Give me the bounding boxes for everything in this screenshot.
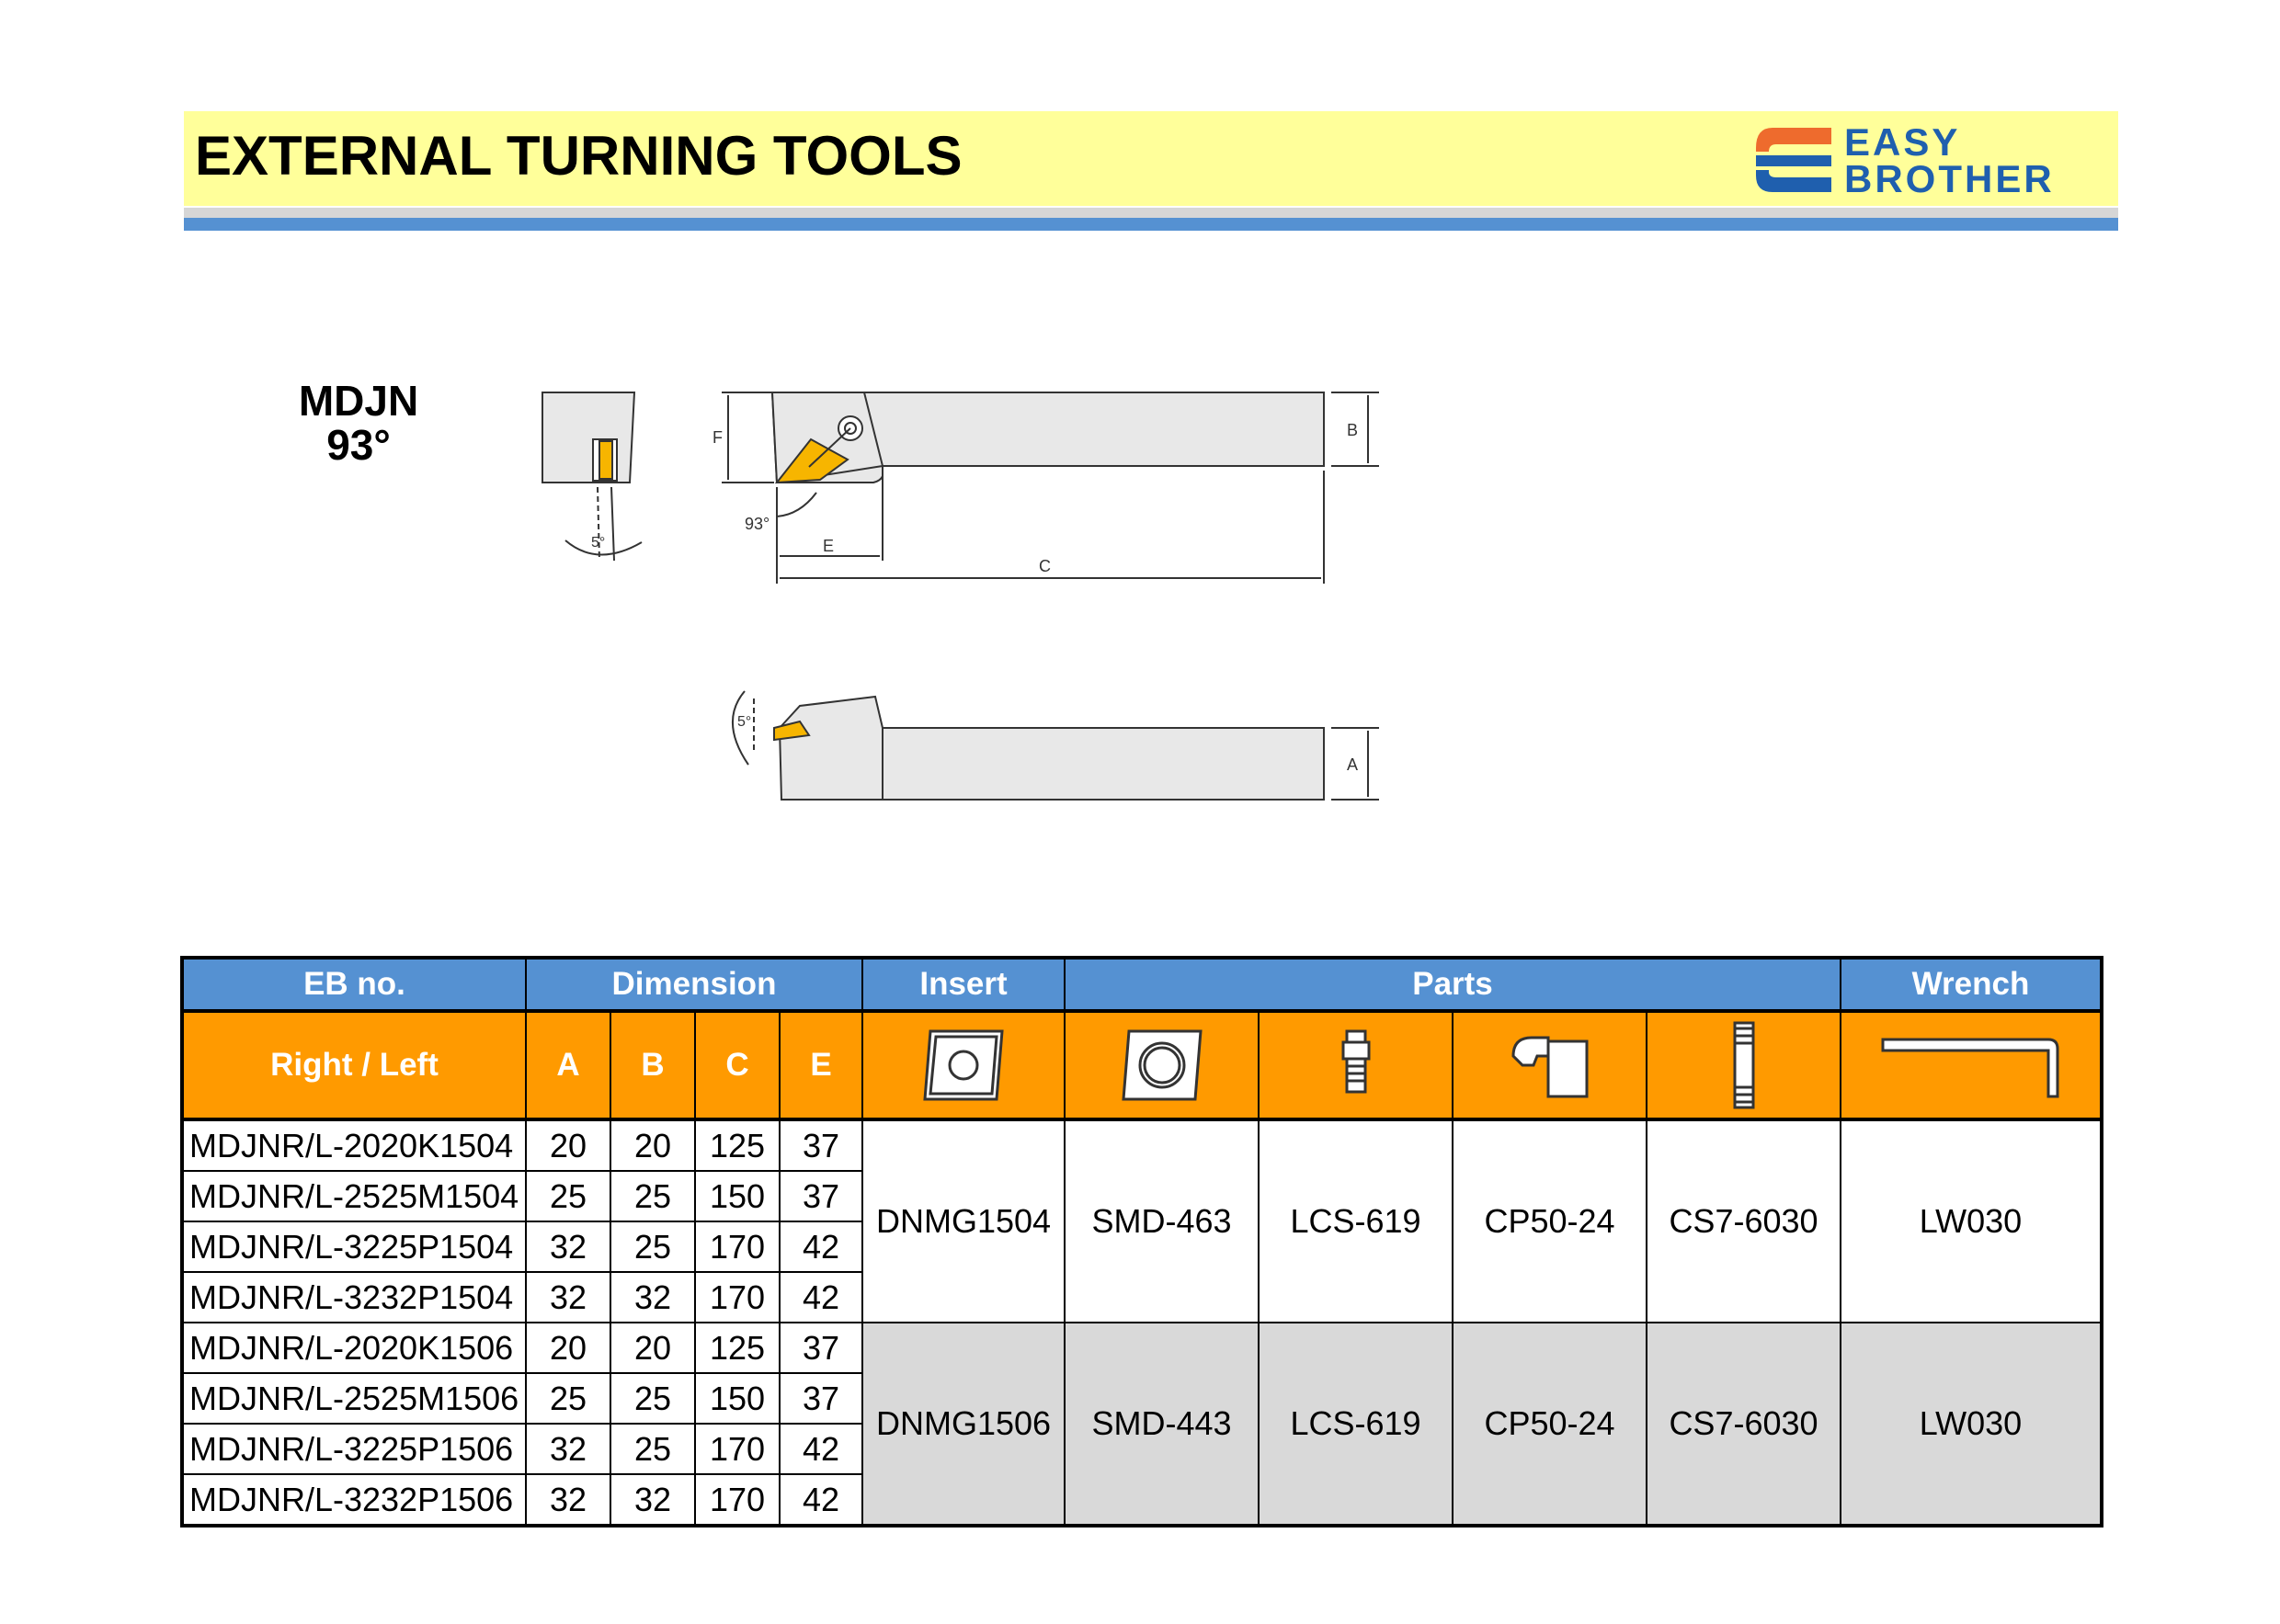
logo-text-brother: BROTHER <box>1844 157 2055 200</box>
insert-icon <box>862 1011 1065 1119</box>
header-a: A <box>526 1011 610 1119</box>
drawing-label-5deg-front: 5° <box>737 714 752 730</box>
header-e: E <box>780 1011 862 1119</box>
row-b: 25 <box>610 1373 695 1424</box>
shim-screw-icon <box>1647 1011 1841 1119</box>
row-code: MDJNR/L-2020K1504 <box>182 1119 526 1171</box>
group-screw: LCS-619 <box>1259 1119 1453 1323</box>
spec-table <box>180 956 2103 1527</box>
row-c: 170 <box>695 1272 780 1323</box>
row-c: 150 <box>695 1373 780 1424</box>
row-e: 37 <box>780 1171 862 1221</box>
easy-brother-logo <box>1754 120 2115 198</box>
row-b: 20 <box>610 1119 695 1171</box>
row-code: MDJNR/L-3225P1504 <box>182 1221 526 1272</box>
header-rule-blue <box>184 218 2118 231</box>
logo-text-easy: EASY <box>1844 120 1961 164</box>
drawing-label-93deg: 93° <box>745 515 770 533</box>
row-c: 170 <box>695 1424 780 1474</box>
header-eb-no: EB no. <box>182 958 526 1011</box>
shim-icon <box>1065 1011 1259 1119</box>
row-code: MDJNR/L-3232P1506 <box>182 1474 526 1526</box>
group-clamp: CP50-24 <box>1453 1323 1647 1526</box>
header-c: C <box>695 1011 780 1119</box>
row-b: 32 <box>610 1474 695 1526</box>
row-a: 32 <box>526 1474 610 1526</box>
model-label <box>276 379 441 467</box>
table-header-row-1 <box>182 958 2102 1011</box>
header-rule-grey <box>184 208 2118 218</box>
header-right-left: Right / Left <box>182 1011 526 1119</box>
row-b: 25 <box>610 1171 695 1221</box>
drawing-label-e: E <box>823 537 835 555</box>
row-e: 37 <box>780 1119 862 1171</box>
tool-drawing <box>524 368 1425 827</box>
group-wrench: LW030 <box>1841 1119 2102 1323</box>
lock-screw-icon <box>1259 1011 1453 1119</box>
group-wrench: LW030 <box>1841 1323 2102 1526</box>
row-b: 32 <box>610 1272 695 1323</box>
row-b: 20 <box>610 1323 695 1373</box>
row-a: 20 <box>526 1119 610 1171</box>
drawing-label-c: C <box>1039 557 1051 575</box>
row-a: 32 <box>526 1221 610 1272</box>
row-code: MDJNR/L-3232P1504 <box>182 1272 526 1323</box>
drawing-label-5deg-side: 5° <box>591 535 606 551</box>
row-c: 150 <box>695 1171 780 1221</box>
row-a: 20 <box>526 1323 610 1373</box>
row-c: 125 <box>695 1323 780 1373</box>
row-e: 42 <box>780 1221 862 1272</box>
drawing-label-b: B <box>1347 421 1359 439</box>
row-e: 37 <box>780 1373 862 1424</box>
row-c: 125 <box>695 1119 780 1171</box>
group-shim-screw: CS7-6030 <box>1647 1119 1841 1323</box>
row-a: 25 <box>526 1373 610 1424</box>
header-parts: Parts <box>1065 958 1841 1011</box>
page-title: EXTERNAL TURNING TOOLS <box>195 125 963 187</box>
table-row <box>182 1119 2102 1171</box>
group-shim-screw: CS7-6030 <box>1647 1323 1841 1526</box>
hex-wrench-icon <box>1841 1011 2102 1119</box>
header-b: B <box>610 1011 695 1119</box>
row-b: 25 <box>610 1424 695 1474</box>
model-code: MDJN <box>298 377 419 425</box>
row-code: MDJNR/L-2525M1506 <box>182 1373 526 1424</box>
clamp-icon <box>1453 1011 1647 1119</box>
header-wrench: Wrench <box>1841 958 2102 1011</box>
table-row <box>182 1323 2102 1373</box>
table-header-row-2 <box>182 1011 2102 1119</box>
row-e: 42 <box>780 1272 862 1323</box>
group-screw: LCS-619 <box>1259 1323 1453 1526</box>
row-e: 37 <box>780 1323 862 1373</box>
front-view <box>733 691 1379 800</box>
header-insert: Insert <box>862 958 1065 1011</box>
drawing-label-a: A <box>1347 755 1359 774</box>
row-c: 170 <box>695 1474 780 1526</box>
drawing-label-f: F <box>712 428 723 447</box>
header-dimension: Dimension <box>526 958 862 1011</box>
row-a: 25 <box>526 1171 610 1221</box>
group-clamp: CP50-24 <box>1453 1119 1647 1323</box>
group-insert: DNMG1504 <box>862 1119 1065 1323</box>
row-code: MDJNR/L-2525M1504 <box>182 1171 526 1221</box>
row-e: 42 <box>780 1474 862 1526</box>
logo-mark-icon <box>1754 124 1835 194</box>
row-a: 32 <box>526 1424 610 1474</box>
group-insert: DNMG1506 <box>862 1323 1065 1526</box>
model-angle: 93° <box>326 421 391 469</box>
row-c: 170 <box>695 1221 780 1272</box>
row-code: MDJNR/L-3225P1506 <box>182 1424 526 1474</box>
group-shim: SMD-443 <box>1065 1323 1259 1526</box>
top-view <box>712 392 1379 584</box>
row-a: 32 <box>526 1272 610 1323</box>
row-code: MDJNR/L-2020K1506 <box>182 1323 526 1373</box>
row-e: 42 <box>780 1424 862 1474</box>
row-b: 25 <box>610 1221 695 1272</box>
group-shim: SMD-463 <box>1065 1119 1259 1323</box>
end-view <box>542 392 642 561</box>
